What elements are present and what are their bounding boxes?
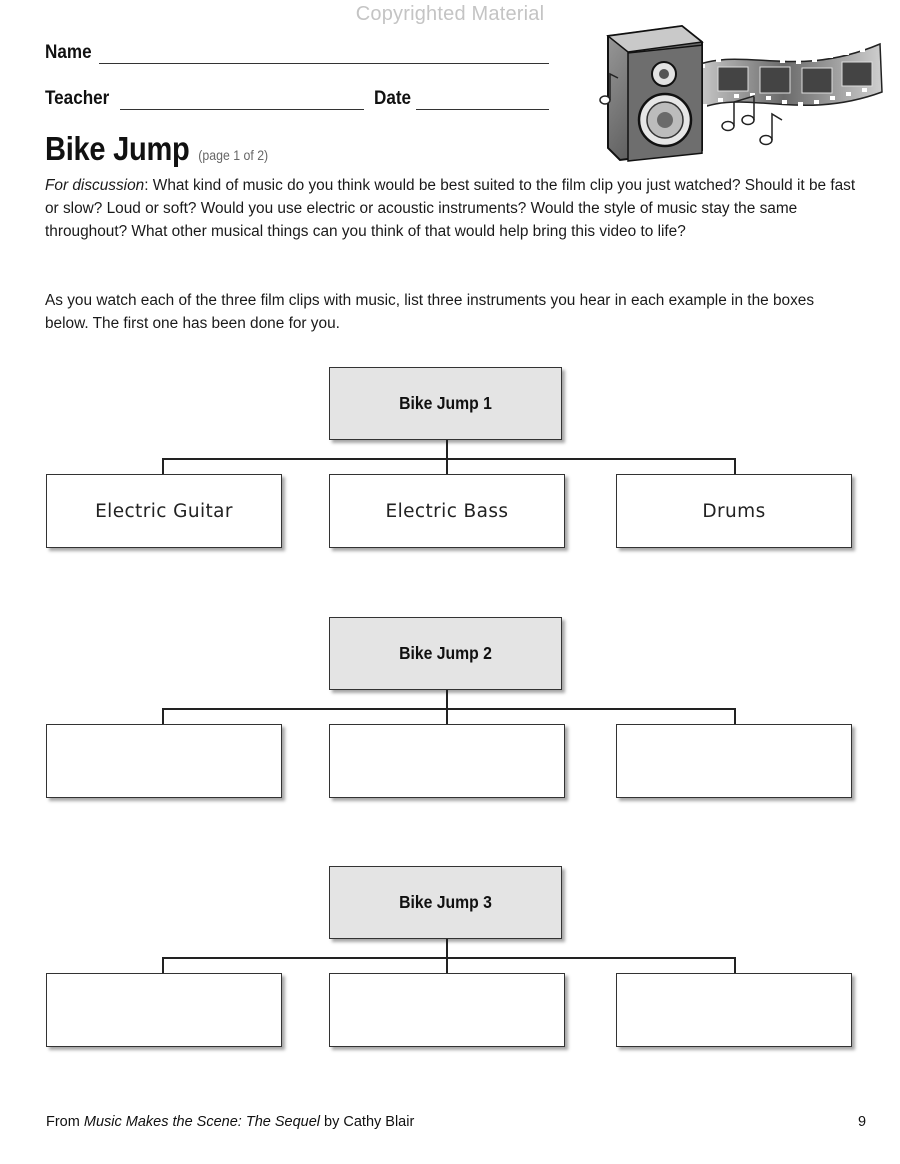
group-1-answer-box-3[interactable]: Drums [616, 474, 852, 548]
discussion-paragraph [45, 174, 857, 243]
group-1-answer-box-2[interactable]: Electric Bass [329, 474, 565, 548]
group-2-connector-left [162, 708, 164, 724]
group-3-answer-box-1[interactable] [46, 973, 282, 1047]
group-2-connector-middle [446, 708, 448, 724]
discussion-text: : What kind of music do you think would be best suited to the film clip you just watched? Should it be fast or slow? Loud or soft? Would you use electric or acoustic instruments? Would the style of music stay the same throughout? What other musical things can you think of that would help bring this video to life? [45, 177, 856, 240]
group-3-connector-left [162, 957, 164, 973]
group-3-connector-bar [162, 957, 736, 959]
group-1-connector-left [162, 458, 164, 474]
teacher-input-line[interactable] [120, 109, 364, 110]
group-1-title: Bike Jump 1 [399, 393, 492, 413]
group-3-connector-stem [446, 939, 448, 958]
page-subtitle: (page 1 of 2) [198, 147, 269, 163]
group-2-header-box [329, 617, 562, 690]
group-1-connector-middle [446, 458, 448, 474]
speaker-film-music-notes-icon [590, 22, 885, 167]
group-2-connector-bar [162, 708, 736, 710]
footer-prefix: From [46, 1114, 84, 1130]
footer-suffix: by Cathy Blair [320, 1114, 415, 1130]
group-2-connector-stem [446, 690, 448, 709]
title-text: Bike Jump [45, 130, 190, 167]
group-2-answer-box-3[interactable] [616, 724, 852, 798]
group-3-connector-right [734, 957, 736, 973]
copyright-watermark: Copyrighted Material [355, 3, 545, 25]
group-2-connector-right [734, 708, 736, 724]
group-2-answer-box-1[interactable] [46, 724, 282, 798]
footer-citation [46, 1114, 414, 1130]
group-1-connector-stem [446, 440, 448, 459]
group-3-answer-box-2[interactable] [329, 973, 565, 1047]
name-input-line[interactable] [99, 63, 549, 64]
group-3-header-box [329, 866, 562, 939]
group-3-answer-box-3[interactable] [616, 973, 852, 1047]
group-1-header-box [329, 367, 562, 440]
group-3-title: Bike Jump 3 [399, 892, 492, 912]
page-number: 9 [858, 1114, 867, 1130]
name-label: Name [45, 42, 92, 63]
footer-book-title: Music Makes the Scene: The Sequel [83, 1114, 321, 1130]
group-1-answer-box-1[interactable]: Electric Guitar [46, 474, 282, 548]
discussion-lead: For discussion [45, 177, 145, 194]
group-2-title: Bike Jump 2 [399, 643, 492, 663]
page-title [45, 130, 268, 168]
group-3-connector-middle [446, 957, 448, 973]
teacher-label: Teacher [45, 88, 110, 109]
date-label: Date [374, 88, 412, 109]
group-1-connector-bar [162, 458, 736, 460]
date-input-line[interactable] [416, 109, 549, 110]
group-2-answer-box-2[interactable] [329, 724, 565, 798]
group-1-connector-right [734, 458, 736, 474]
instructions-paragraph: As you watch each of the three film clips with music, list three instruments you hear in each example in the boxes below. The first one has been done for you. [45, 292, 815, 332]
